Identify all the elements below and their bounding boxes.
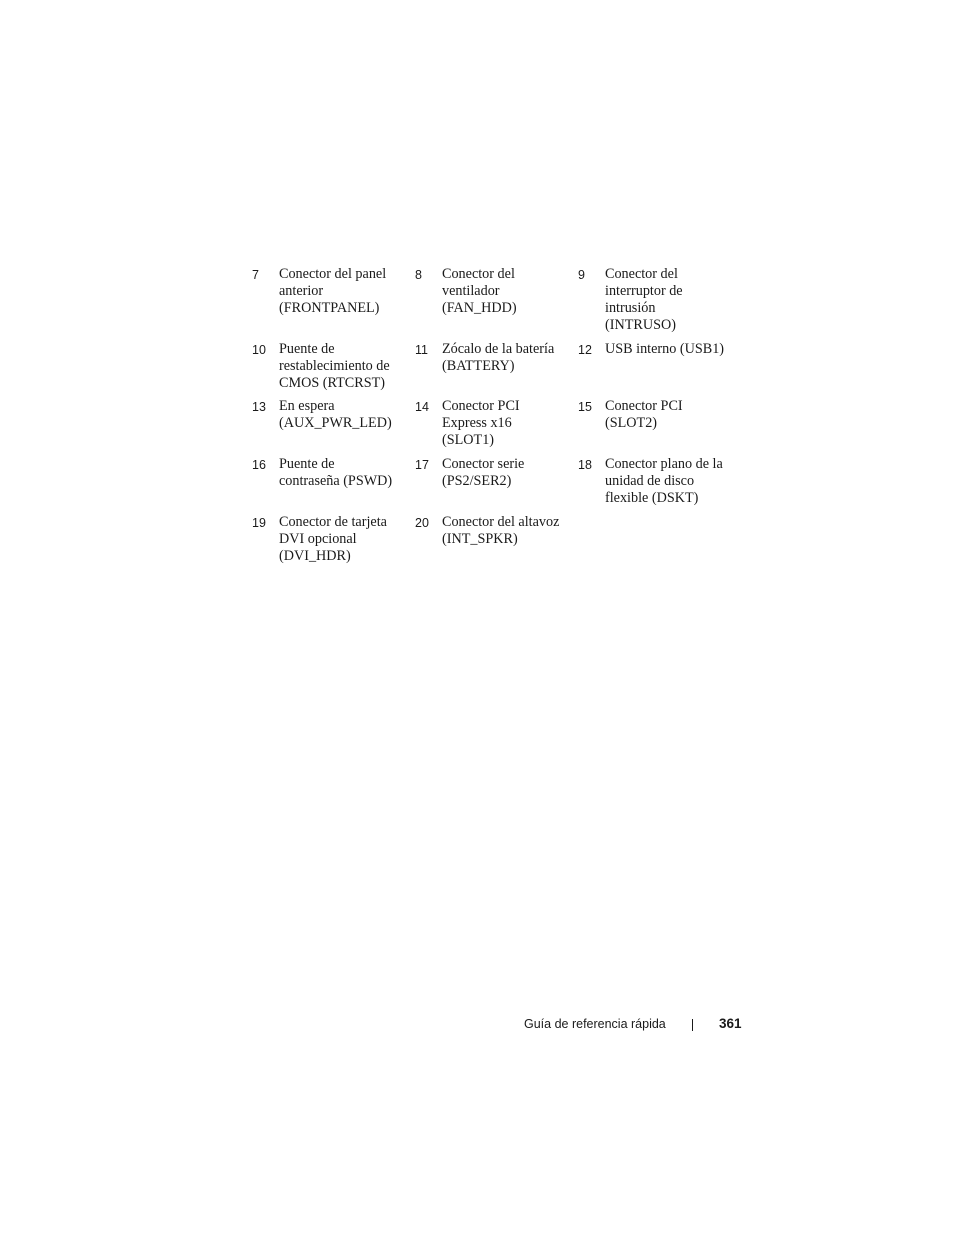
item-line: (BATTERY) (442, 358, 515, 374)
item-number: 18 (578, 458, 592, 472)
item-line: Express x16 (442, 415, 512, 431)
item-line: Zócalo de la batería (442, 341, 555, 357)
item-description (605, 266, 735, 334)
item-line: Conector PCI (442, 398, 520, 414)
item-line: En espera (279, 398, 335, 414)
item-line: Conector serie (442, 456, 525, 472)
legend-item-17 (415, 456, 578, 514)
item-line: CMOS (RTCRST) (279, 375, 385, 391)
item-line: Conector PCI (605, 398, 683, 414)
item-line: Conector plano de la (605, 456, 723, 472)
legend-item-10 (252, 341, 415, 398)
legend-row (252, 514, 752, 574)
legend-item-empty (578, 514, 741, 574)
item-number: 14 (415, 400, 429, 414)
item-line: restablecimiento de (279, 358, 390, 374)
item-line: interruptor de (605, 283, 683, 299)
legend-row (252, 456, 752, 514)
legend-row (252, 398, 752, 456)
item-number: 12 (578, 343, 592, 357)
item-number: 16 (252, 458, 266, 472)
item-line: ventilador (442, 283, 500, 299)
item-line: unidad de disco (605, 473, 695, 489)
item-line: (AUX_PWR_LED) (279, 415, 392, 431)
item-description (605, 341, 735, 358)
item-description (279, 341, 409, 392)
item-number: 8 (415, 268, 422, 282)
item-line: (SLOT1) (442, 432, 495, 448)
item-line: Conector del altavoz (442, 514, 560, 530)
item-number: 19 (252, 516, 266, 530)
item-number: 13 (252, 400, 266, 414)
item-line: contraseña (PSWD) (279, 473, 393, 489)
item-line: (DVI_HDR) (279, 548, 351, 564)
item-line: (SLOT2) (605, 415, 658, 431)
legend-item-12 (578, 341, 741, 398)
item-number: 9 (578, 268, 585, 282)
item-line: (INTRUSO) (605, 317, 676, 333)
legend-item-9 (578, 266, 741, 341)
item-description (279, 398, 409, 432)
item-line: intrusión (605, 300, 656, 316)
item-line: (FAN_HDD) (442, 300, 517, 316)
item-description (605, 456, 735, 507)
legend-item-19 (252, 514, 415, 574)
item-description (279, 266, 409, 317)
item-description (442, 341, 572, 375)
legend-item-16 (252, 456, 415, 514)
legend-item-20 (415, 514, 578, 574)
item-line: flexible (DSKT) (605, 490, 699, 506)
item-line: Conector del (605, 266, 678, 282)
item-line: (PS2/SER2) (442, 473, 512, 489)
page-number: 361 (719, 1016, 742, 1031)
item-line: DVI opcional (279, 531, 357, 547)
item-description (279, 514, 409, 565)
item-line: USB interno (USB1) (605, 341, 725, 357)
item-description (279, 456, 409, 490)
item-line: Conector del panel (279, 266, 387, 282)
legend-row (252, 341, 752, 398)
item-number: 20 (415, 516, 429, 530)
item-line: (INT_SPKR) (442, 531, 518, 547)
item-line: Conector del (442, 266, 515, 282)
item-number: 7 (252, 268, 259, 282)
item-description (605, 398, 735, 432)
footer-divider (692, 1019, 693, 1031)
item-line: Puente de (279, 341, 335, 357)
item-description (442, 398, 572, 449)
page-footer (0, 1015, 954, 1035)
item-number: 10 (252, 343, 266, 357)
item-description (442, 266, 572, 317)
legend-row (252, 266, 752, 341)
callout-legend (252, 266, 752, 574)
item-number: 17 (415, 458, 429, 472)
legend-item-14 (415, 398, 578, 456)
legend-item-8 (415, 266, 578, 341)
legend-item-13 (252, 398, 415, 456)
legend-item-15 (578, 398, 741, 456)
legend-item-18 (578, 456, 741, 514)
item-description (442, 514, 572, 548)
item-line: Conector de tarjeta (279, 514, 387, 530)
item-line: (FRONTPANEL) (279, 300, 380, 316)
item-number: 15 (578, 400, 592, 414)
footer-title: Guía de referencia rápida (524, 1017, 666, 1031)
item-line: Puente de (279, 456, 335, 472)
item-line: anterior (279, 283, 324, 299)
item-description (442, 456, 572, 490)
legend-item-7 (252, 266, 415, 341)
legend-item-11 (415, 341, 578, 398)
item-number: 11 (415, 343, 428, 357)
